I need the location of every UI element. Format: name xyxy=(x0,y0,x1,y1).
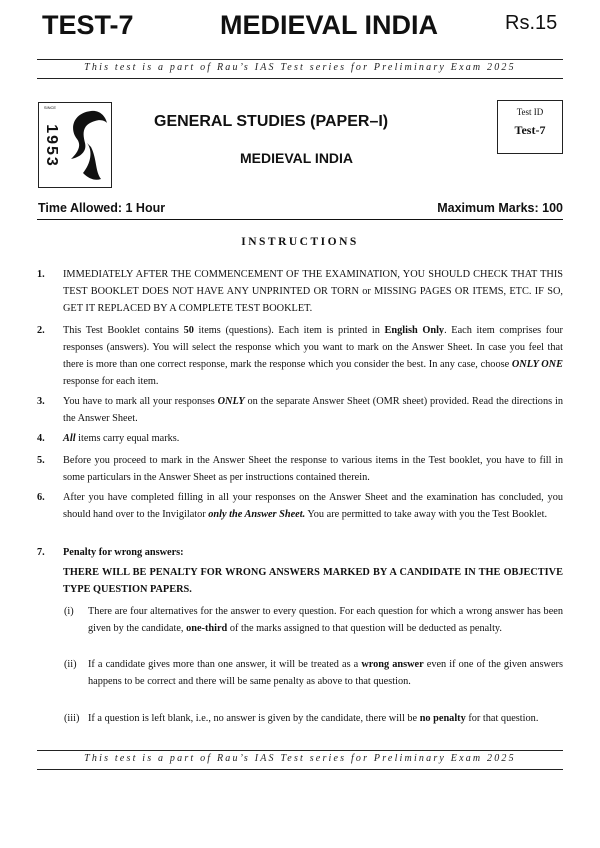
penalty-statement: THERE WILL BE PENALTY FOR WRONG ANSWERS MARKED BY A CANDIDATE IN THE OBJECTIVE TYPE QUESTION PAPERS. xyxy=(63,567,563,595)
instruction-2-number: 2. xyxy=(37,325,45,336)
instruction-3-text: You have to mark all your responses ONLY on the separate Answer Sheet (OMR sheet) provided. Read the directions in the Answer Sheet. xyxy=(63,396,563,424)
top-rule-lower xyxy=(37,78,563,79)
penalty-rule-1-text: There are four alternatives for the answer to every question. For each question for which a wrong answer has been given by the candidate, one-third of the marks assigned to that question will be deducted as penalty. xyxy=(88,606,563,634)
instruction-6-number: 6. xyxy=(37,492,45,503)
logo-since: SINCE xyxy=(43,105,57,110)
penalty-rule-2-number: (ii) xyxy=(64,659,77,670)
penalty-heading: Penalty for wrong answers: xyxy=(63,547,184,558)
meta-rule xyxy=(37,219,563,220)
instruction-4-number: 4. xyxy=(37,433,45,444)
instruction-2 xyxy=(37,322,563,390)
instruction-5-number: 5. xyxy=(37,455,45,466)
penalty-rule-1-number: (i) xyxy=(64,606,74,617)
paper-title: GENERAL STUDIES (PAPER–I) xyxy=(154,113,389,130)
instruction-5-text: Before you proceed to mark in the Answer Sheet the response to various items in the Test booklet, you have to fill in some particulars in the Answer Sheet as per instructions contained therein. xyxy=(63,455,563,483)
series-note-top: This test is a part of Rau’s IAS Test series for Preliminary Exam 2025 xyxy=(84,62,516,73)
penalty-rule-3 xyxy=(64,710,563,727)
instruction-6 xyxy=(37,489,563,523)
instruction-5 xyxy=(37,452,563,486)
logo-year: 1953 xyxy=(43,124,60,168)
instruction-2-text: This Test Booklet contains 50 items (questions). Each item is printed in English Only. Each item comprises four responses (answers). You will select the response which you want to mark on the Answer Sheet. In case you feel that there is more than one correct response, mark the response which you consider the best. In any case, choose ONLY ONE response for each item. xyxy=(63,325,563,387)
instruction-7 xyxy=(37,544,563,561)
instruction-3-number: 3. xyxy=(37,396,45,407)
time-allowed: Time Allowed: 1 Hour xyxy=(38,201,166,215)
instruction-1 xyxy=(37,266,563,317)
instructions-heading: INSTRUCTIONS xyxy=(241,236,359,248)
institute-logo xyxy=(38,102,112,188)
maximum-marks: Maximum Marks: 100 xyxy=(437,201,563,215)
instruction-3 xyxy=(37,393,563,427)
instruction-4 xyxy=(37,430,563,447)
instruction-1-number: 1. xyxy=(37,269,45,280)
penalty-rule-2-text: If a candidate gives more than one answer, it will be treated as a wrong answer even if one of the given answers happens to be correct and there will be same penalty as above to that question. xyxy=(88,659,563,687)
penalty-rule-1 xyxy=(64,603,563,637)
instruction-1-text: IMMEDIATELY AFTER THE COMMENCEMENT OF THE EXAMINATION, YOU SHOULD CHECK THAT THIS TEST BOOKLET DOES NOT HAVE ANY UNPRINTED OR TORN or MISSING PAGES OR ITEMS, ETC. IF SO, GET IT REPLACED BY A COMPLETE TEST BOOKLET. xyxy=(63,269,563,314)
instruction-6-text: After you have completed filling in all your responses on the Answer Sheet and the examination has concluded, you should hand over to the Invigilator only the Answer Sheet. You are permitted to take away with you the Test Booklet. xyxy=(63,492,563,520)
logo-emblem-icon xyxy=(61,107,109,183)
penalty-rule-3-text: If a question is left blank, i.e., no answer is given by the candidate, there will be no penalty for that question. xyxy=(88,713,539,724)
test-id-box xyxy=(497,100,563,154)
series-note-bottom: This test is a part of Rau’s IAS Test series for Preliminary Exam 2025 xyxy=(84,753,516,764)
paper-subtitle: MEDIEVAL INDIA xyxy=(240,150,354,166)
bottom-rule-upper xyxy=(37,750,563,751)
top-rule-upper xyxy=(37,59,563,60)
bottom-rule-lower xyxy=(37,769,563,770)
instruction-7-number: 7. xyxy=(37,547,45,558)
instruction-4-text: All items carry equal marks. xyxy=(63,433,180,444)
penalty-rule-2 xyxy=(64,656,563,690)
price: Rs.15 xyxy=(505,12,558,34)
test-id-value: Test-7 xyxy=(514,123,546,137)
subject-title: MEDIEVAL INDIA xyxy=(220,10,439,40)
test-number: TEST-7 xyxy=(42,10,134,40)
penalty-rule-3-number: (iii) xyxy=(64,713,80,724)
test-id-label: Test ID xyxy=(516,107,544,117)
